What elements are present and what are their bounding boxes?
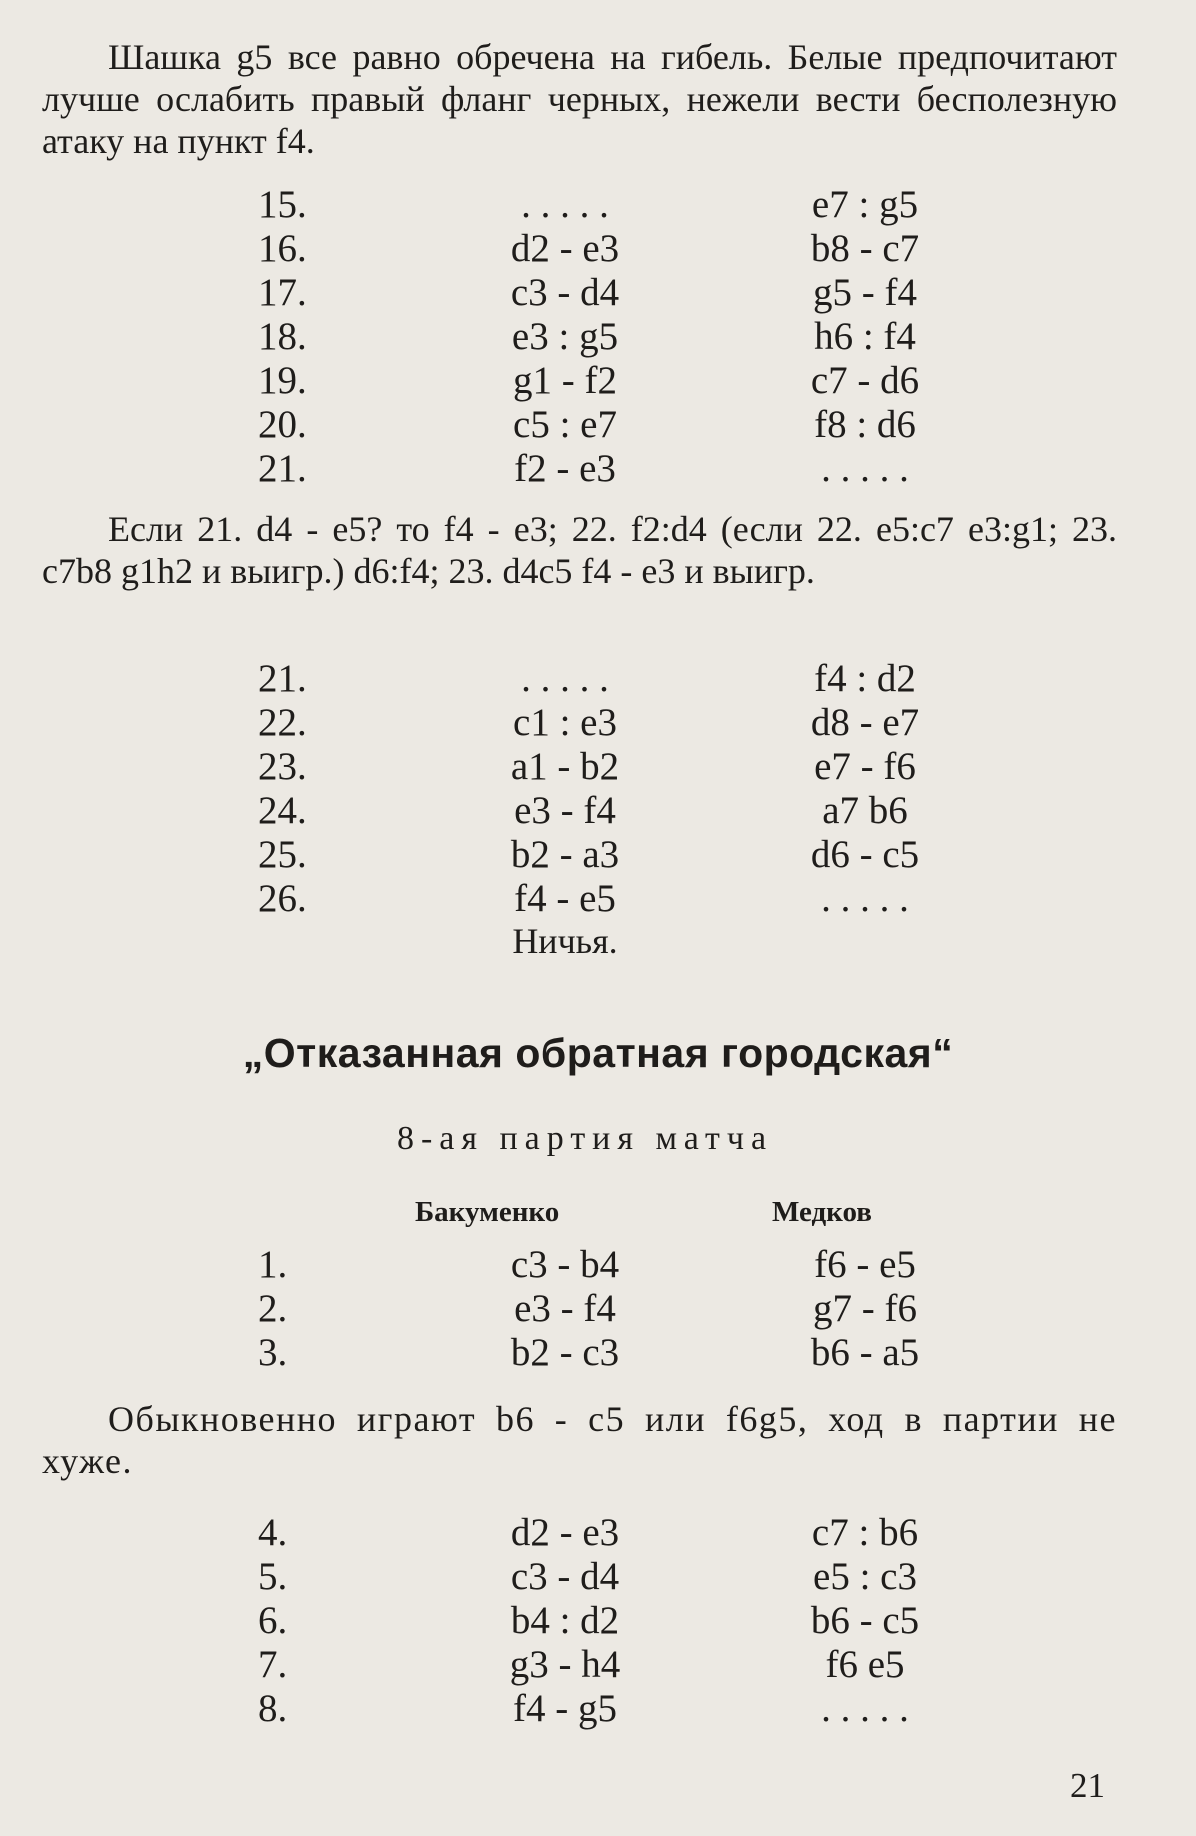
black-move: . . . . .: [821, 1687, 909, 1730]
white-move: g3 - h4: [509, 1643, 621, 1686]
white-move: d2 - e3: [510, 227, 620, 270]
white-move: b2 - c3: [510, 1331, 620, 1374]
move-number: 18.: [258, 315, 307, 358]
move-row: [0, 314, 1196, 358]
move-number: 15.: [258, 183, 307, 226]
black-player-name: Медков: [772, 1196, 872, 1228]
move-number: 21.: [258, 447, 307, 490]
black-move: f6 e5: [825, 1643, 905, 1686]
white-move: c3 - d4: [510, 1555, 620, 1598]
black-move: b6 - a5: [810, 1331, 920, 1374]
black-move: a7 b6: [822, 789, 908, 832]
move-row: [0, 832, 1196, 876]
black-move: b8 - c7: [810, 227, 920, 270]
move-number: 7.: [258, 1643, 288, 1686]
moves-block-2: [0, 656, 1196, 920]
black-move: e5 : c3: [813, 1555, 917, 1598]
move-number: 2.: [258, 1287, 288, 1330]
game-result: Ничья.: [512, 921, 618, 961]
move-number: 24.: [258, 789, 307, 832]
white-move: e3 - f4: [514, 789, 616, 832]
moves-block-1: [0, 182, 1196, 490]
move-row: [0, 1510, 1196, 1554]
white-move: f4 - e5: [514, 877, 616, 920]
move-row: [0, 1642, 1196, 1686]
white-move: c1 : e3: [513, 701, 617, 744]
move-number: 4.: [258, 1511, 288, 1554]
black-move: d8 - e7: [810, 701, 920, 744]
black-move: f8 : d6: [814, 403, 916, 446]
black-move: c7 : b6: [811, 1511, 919, 1554]
move-row: [0, 270, 1196, 314]
white-player-name: Бакуменко: [415, 1196, 560, 1228]
white-move: b2 - a3: [510, 833, 620, 876]
black-move: f4 : d2: [814, 657, 916, 700]
move-row: [0, 1330, 1196, 1374]
move-row: [0, 402, 1196, 446]
white-move: b4 : d2: [510, 1599, 620, 1642]
move-number: 6.: [258, 1599, 288, 1642]
move-row: [0, 788, 1196, 832]
paragraph-variation: Если 21. d4 - e5? то f4 - e3; 22. f2:d4 (если 22. e5:c7 e3:g1; 23. c7b8 g1h2 и выигр.) d6:f4; 23. d4c5 f4 - e3 и выигр.: [42, 509, 1117, 591]
black-move: g5 - f4: [813, 271, 917, 314]
black-move: e7 - f6: [814, 745, 916, 788]
move-number: 16.: [258, 227, 307, 270]
black-move: b6 - c5: [810, 1599, 920, 1642]
move-number: 17.: [258, 271, 307, 314]
white-move: c3 - b4: [510, 1243, 620, 1286]
black-move: e7 : g5: [811, 183, 919, 226]
paragraph-comment: Обыкновенно играют b6 - c5 или f6g5, ход в партии не хуже.: [42, 1399, 1117, 1481]
white-move: a1 - b2: [510, 745, 620, 788]
black-move: g7 - f6: [813, 1287, 917, 1330]
move-row: [0, 1686, 1196, 1730]
move-number: 19.: [258, 359, 307, 402]
moves-block-4: [0, 1510, 1196, 1730]
move-row: [0, 1242, 1196, 1286]
move-row: [0, 700, 1196, 744]
move-number: 23.: [258, 745, 307, 788]
move-row: [0, 226, 1196, 270]
move-number: 1.: [258, 1243, 288, 1286]
move-row: [0, 446, 1196, 490]
white-move: e3 - f4: [514, 1287, 616, 1330]
white-move: . . . . .: [521, 183, 609, 226]
move-number: 26.: [258, 877, 307, 920]
move-number: 5.: [258, 1555, 288, 1598]
move-number: 21.: [258, 657, 307, 700]
move-number: 8.: [258, 1687, 288, 1730]
white-move: f4 - g5: [513, 1687, 617, 1730]
move-number: 20.: [258, 403, 307, 446]
black-move: f6 - e5: [814, 1243, 916, 1286]
black-move: . . . . .: [821, 877, 909, 920]
opening-title: „Отказанная обратная городская“: [242, 1030, 954, 1076]
page-number: 21: [1070, 1766, 1105, 1805]
white-move: d2 - e3: [510, 1511, 620, 1554]
move-row: [0, 1286, 1196, 1330]
white-move: g1 - f2: [513, 359, 617, 402]
white-move: c5 : e7: [513, 403, 617, 446]
black-move: c7 - d6: [810, 359, 920, 402]
game-subtitle: 8-ая партия матча: [396, 1120, 774, 1157]
black-move: h6 : f4: [814, 315, 916, 358]
move-number: 22.: [258, 701, 307, 744]
black-move: d6 - c5: [810, 833, 920, 876]
move-row: [0, 182, 1196, 226]
paragraph-intro: Шашка g5 все равно обречена на гибель. Белые предпочитают лучше ослабить правый фланг черных, нежели вести бесполезную атаку на пункт f4.: [42, 37, 1117, 161]
white-move: . . . . .: [521, 657, 609, 700]
move-row: [0, 876, 1196, 920]
black-move: . . . . .: [821, 447, 909, 490]
move-row: [0, 744, 1196, 788]
move-number: 25.: [258, 833, 307, 876]
move-row: [0, 656, 1196, 700]
white-move: e3 : g5: [511, 315, 619, 358]
white-move: c3 - d4: [510, 271, 620, 314]
white-move: f2 - e3: [514, 447, 616, 490]
move-row: [0, 1598, 1196, 1642]
move-row: [0, 1554, 1196, 1598]
moves-block-3: [0, 1242, 1196, 1374]
move-number: 3.: [258, 1331, 288, 1374]
move-row: [0, 358, 1196, 402]
